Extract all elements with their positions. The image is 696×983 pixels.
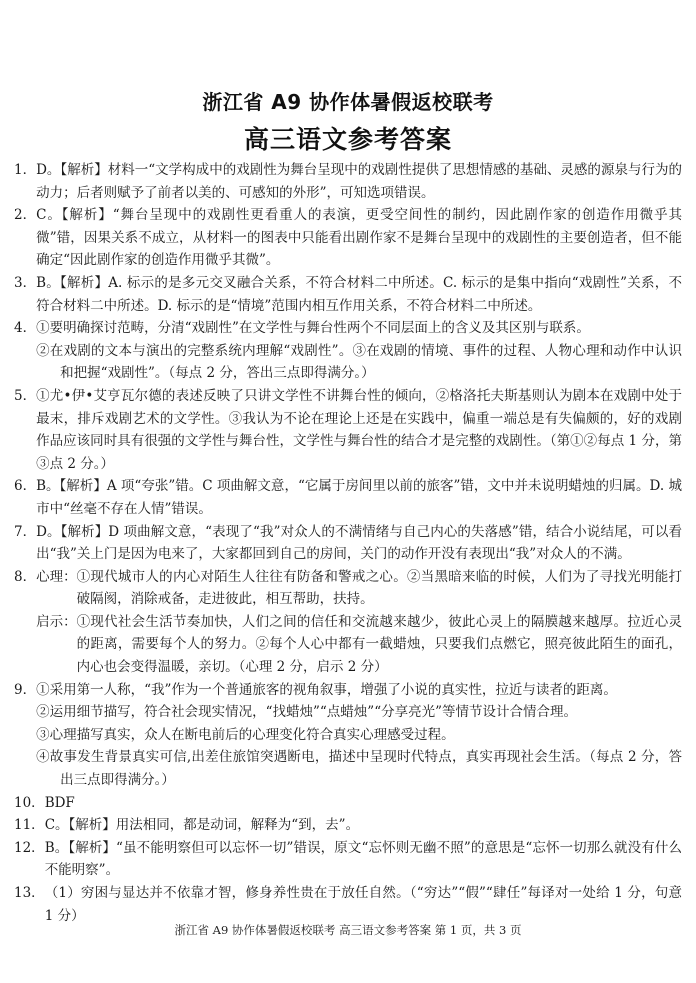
answer-item-9: [14, 679, 682, 792]
answer-text: D。【解析】材料一“文学构成中的戏剧性为舞台呈现中的戏剧性提供了思想情感的基础、灵感的源泉与行为的动力；后者则赋予了前者以美的、可感知的外形”，可知选项错误。: [36, 162, 682, 201]
page-footer: 浙江省 A9 协作体暑假返校联考 高三语文参考答案 第 1 页，共 3 页: [174, 923, 522, 937]
answer-number: 10．: [14, 794, 45, 811]
insight-row: [36, 611, 682, 679]
answer-body: [36, 566, 682, 679]
answer-body: [36, 679, 682, 792]
answer-item-8: [14, 566, 682, 679]
answer-line: ①采用第一人称，“我”作为一个普通旅客的视角叙事，增强了小说的真实性，拉近与读者的距离。: [36, 681, 617, 698]
answer-number: 3．: [14, 274, 37, 291]
row-label: 启示：: [36, 613, 77, 630]
answer-list: [14, 159, 682, 927]
answer-number: 12．: [14, 839, 45, 856]
row-text: ①现代城市人的内心对陌生人往往有防备和警戒之心。②当黑暗来临的时候，人们为了寻找光明能打破隔阂，消除戒备，走进彼此，相互帮助，扶持。: [76, 568, 682, 608]
answer-text: （1）穷困与显达并不依靠才智，修身养性贵在于放任自然。（“穷达”“假”“肆任”每译对一处给 1 分，句意 1 分）: [44, 885, 682, 924]
answer-number: 9．: [14, 681, 37, 698]
answer-text: D。【解析】D 项曲解文意，“表现了“我”对众人的不满情绪与自己内心的失落感”错，结合小说结尾，可以看出“我”关上门是因为电来了，大家都回到自己的房间，关门的动作开没有表现出“我”对众人的不满。: [36, 523, 682, 563]
answer-line: ④故事发生背景真实可信,出差住旅馆突遇断电，描述中呈现时代特点，真实再现社会生活。（每点 2 分，答出三点即得满分。）: [36, 749, 682, 789]
answer-text: C。【解析】用法相同，都是动词，解释为“到，去”。: [44, 817, 360, 834]
answer-number: 6．: [14, 478, 37, 495]
answer-text: ①尤•伊•艾亨瓦尔德的表述反映了只讲文学性不讲舞台性的倾向，②格洛托夫斯基则认为剧本在戏剧中处于最末，排斥戏剧艺术的文学性。③我认为不论在理论上还是在实践中，偏重一端总是有失偏颇的，好的戏剧作品应该同时具有很强的文学性与舞台性，文学性与舞台性的结合才是完整的戏剧性。（第①②每点 1 分，第③点 2 分。）: [36, 387, 682, 472]
answer-number: 11．: [14, 817, 45, 834]
answer-number: 7．: [14, 523, 37, 540]
answer-item-12: [14, 837, 682, 882]
answer-body: [36, 317, 682, 385]
answer-item-1: [14, 159, 682, 204]
answer-item-5: [14, 385, 682, 475]
answer-item-2: [14, 204, 682, 272]
answer-text: B。【解析】A. 标示的是多元交叉融合关系，不符合材料二中所述。C. 标示的是集中指向“戏剧性”关系，不符合材料二中所述。D. 标示的是“情境”范围内相互作用关系，不符合材料二中所述。: [36, 274, 682, 314]
psychology-row: [36, 566, 682, 611]
row-text: ①现代社会生活节奏加快，人们之间的信任和交流越来越少，彼此心灵上的隔膜越来越厚。拉近心灵的距离，需要每个人的努力。②每个人心中都有一截蜡烛，只要我们点燃它，照亮彼此陌生的面孔，内心也会变得温暖，亲切。（心理 2 分，启示 2 分）: [76, 613, 682, 676]
answer-line: ①要明确探讨范畴，分清“戏剧性”在文学性与舞台性两个不同层面上的含义及其区别与联系。: [36, 320, 590, 337]
answer-item-10: [14, 792, 682, 815]
answer-number: 2．: [14, 207, 37, 224]
answer-line: ②运用细节描写，符合社会现实情况，“找蜡烛”“点蜡烛”“分享亮光”等情节设计合情合理。: [36, 704, 578, 721]
answer-item-3: [14, 272, 682, 317]
answer-item-11: [14, 814, 682, 837]
answer-number: 5．: [14, 387, 37, 404]
answer-key-title: 高三语文参考答案: [243, 125, 452, 154]
answer-line: ②在戏剧的文本与演出的完整系统内理解“戏剧性”。③在戏剧的情境、事件的过程、人物心理和动作中认识和把握“戏剧性”。（每点 2 分，答出三点即得满分。）: [36, 342, 682, 382]
answer-number: 8．: [14, 568, 37, 585]
answer-item-6: [14, 475, 682, 520]
exam-title: 浙江省 A9 协作体暑假返校联考: [202, 90, 494, 114]
answer-text: B。【解析】“虽不能明察但可以忘怀一切”错误，原文“忘怀则无幽不照”的意思是“忘怀一切那么就没有什么不能明察”。: [44, 839, 682, 879]
row-label: 心理：: [36, 568, 77, 585]
answer-text: C。【解析】“舞台呈现中的戏剧性更看重人的表演，更受空间性的制约，因此剧作家的创造作用微乎其微”错，因果关系不成立，从材料一的图表中只能看出剧作家不是舞台呈现中的戏剧性的主要创造者，但不能确定“因此剧作家的创造作用微乎其微”。: [36, 207, 682, 269]
answer-number: 13．: [14, 885, 45, 901]
answer-item-7: [14, 521, 682, 566]
answer-line: ③心理描写真实，众人在断电前后的心理变化符合真实心理感受过程。: [36, 726, 455, 743]
answer-item-4: [14, 317, 682, 385]
answer-text: B。【解析】A 项“夸张”错。C 项曲解文意，“它属于房间里以前的旅客”错，文中并未说明蜡烛的归属。D. 城市中“丝毫不存在人情”错误。: [36, 478, 682, 517]
answer-item-13: [14, 882, 682, 927]
answer-text: BDF: [44, 794, 75, 811]
answer-number: 4．: [14, 320, 37, 337]
answer-number: 1．: [14, 162, 37, 178]
